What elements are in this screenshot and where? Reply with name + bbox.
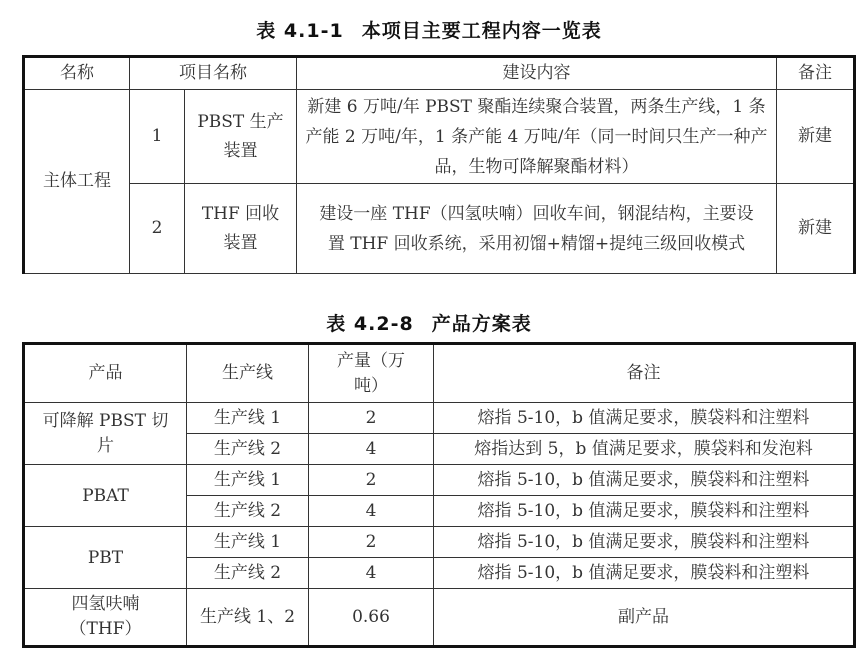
table2-caption-title: 产品方案表 <box>431 313 532 335</box>
table-header-row <box>24 344 855 403</box>
item-remark: 新建 <box>777 90 855 184</box>
header-line: 生产线 <box>187 344 309 403</box>
product-plan-table <box>22 342 856 648</box>
table-row <box>24 527 855 558</box>
remark: 熔指 5-10，b 值满足要求，膜袋料和注塑料 <box>434 496 855 527</box>
table-row <box>24 403 855 434</box>
group-label: 主体工程 <box>24 90 130 274</box>
remark: 熔指 5-10，b 值满足要求，膜袋料和注塑料 <box>434 527 855 558</box>
remark: 副产品 <box>434 589 855 647</box>
project-content-table <box>22 55 856 274</box>
item-name: PBST 生产装置 <box>185 90 297 184</box>
table-row <box>24 465 855 496</box>
table-row <box>24 90 855 184</box>
header-remark: 备注 <box>777 57 855 90</box>
item-remark: 新建 <box>777 184 855 274</box>
line-name: 生产线 2 <box>187 434 309 465</box>
product-name: 可降解 PBST 切片 <box>24 403 187 465</box>
table1-caption <box>0 16 858 43</box>
line-name: 生产线 1、2 <box>187 589 309 647</box>
item-content: 新建 6 万吨/年 PBST 聚酯连续聚合装置，两条生产线，1 条产能 2 万吨/年，1 条产能 4 万吨/年（同一时间只生产一种产品，生物可降解聚酯材料） <box>297 90 777 184</box>
remark: 熔指 5-10，b 值满足要求，膜袋料和注塑料 <box>434 465 855 496</box>
table-header-row <box>24 57 855 90</box>
product-name: PBT <box>24 527 187 589</box>
output-value: 4 <box>309 434 434 465</box>
line-name: 生产线 2 <box>187 496 309 527</box>
line-name: 生产线 1 <box>187 465 309 496</box>
product-name: 四氢呋喃（THF） <box>24 589 187 647</box>
table2-caption <box>0 309 858 336</box>
line-name: 生产线 1 <box>187 403 309 434</box>
header-remark: 备注 <box>434 344 855 403</box>
table-row <box>24 184 855 274</box>
output-value: 4 <box>309 496 434 527</box>
row-index: 1 <box>130 90 185 184</box>
header-product: 产品 <box>24 344 187 403</box>
product-name: PBAT <box>24 465 187 527</box>
output-value: 0.66 <box>309 589 434 647</box>
item-content: 建设一座 THF（四氢呋喃）回收车间，钢混结构，主要设置 THF 回收系统，采用初馏+精馏+提纯三级回收模式 <box>297 184 777 274</box>
remark: 熔指 5-10，b 值满足要求，膜袋料和注塑料 <box>434 403 855 434</box>
item-name: THF 回收装置 <box>185 184 297 274</box>
output-value: 4 <box>309 558 434 589</box>
remark: 熔指 5-10，b 值满足要求，膜袋料和注塑料 <box>434 558 855 589</box>
table1-caption-title: 本项目主要工程内容一览表 <box>361 20 602 42</box>
table2-caption-number: 表 4.2-8 <box>326 313 414 335</box>
table-row <box>24 589 855 647</box>
output-value: 2 <box>309 403 434 434</box>
table1-caption-number: 表 4.1-1 <box>256 20 344 42</box>
header-content: 建设内容 <box>297 57 777 90</box>
output-value: 2 <box>309 527 434 558</box>
header-item-name: 项目名称 <box>130 57 297 90</box>
remark: 熔指达到 5，b 值满足要求，膜袋料和发泡料 <box>434 434 855 465</box>
line-name: 生产线 1 <box>187 527 309 558</box>
row-index: 2 <box>130 184 185 274</box>
header-name: 名称 <box>24 57 130 90</box>
header-output: 产量（万吨） <box>309 344 434 403</box>
line-name: 生产线 2 <box>187 558 309 589</box>
output-value: 2 <box>309 465 434 496</box>
